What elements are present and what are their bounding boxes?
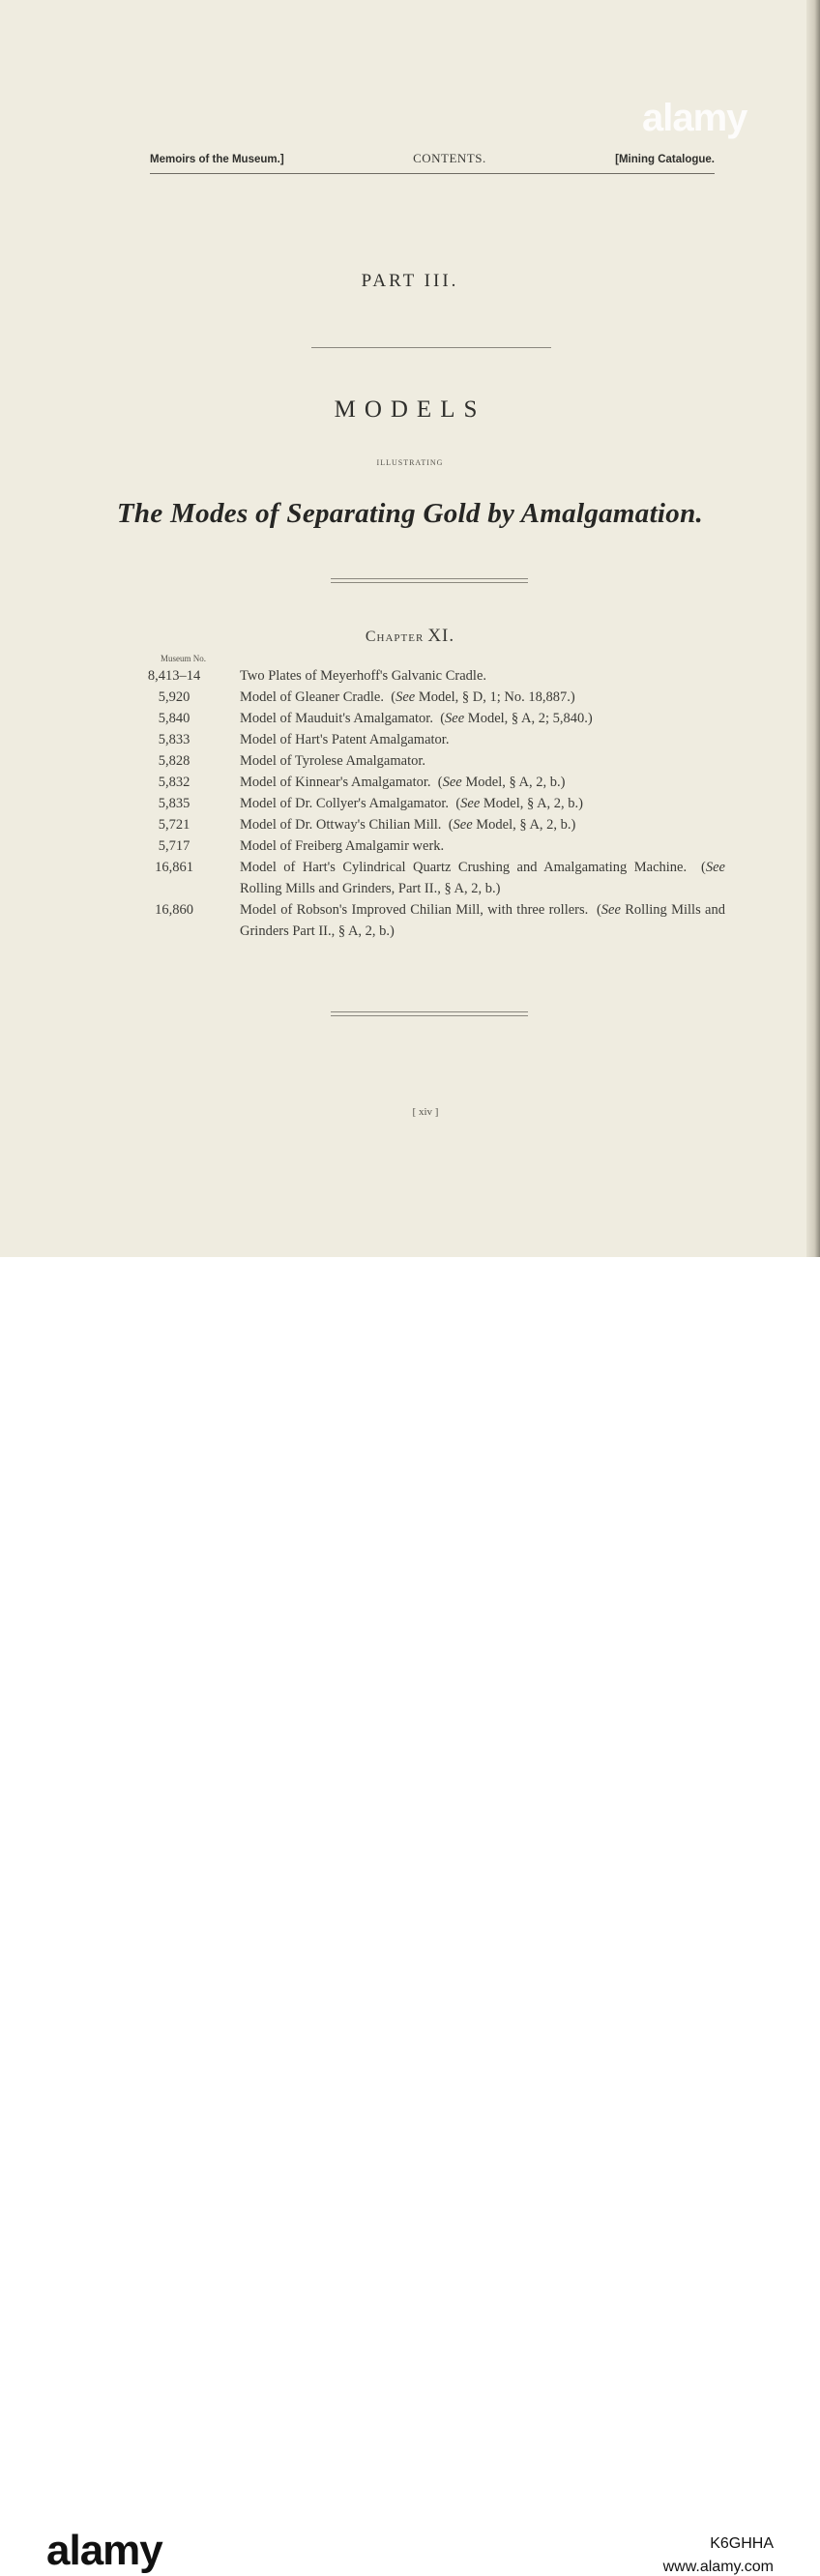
list-item bbox=[145, 708, 725, 729]
document-page bbox=[0, 0, 820, 1257]
museum-number: 8,413–14 bbox=[147, 668, 201, 684]
entry-description: Model of Mauduit's Amalgamator. (See Model, § A, 2; 5,840.) bbox=[240, 711, 593, 726]
part-title: PART III. bbox=[361, 271, 459, 291]
subtitle: The Modes of Separating Gold by Amalgamation. bbox=[116, 498, 704, 529]
list-item bbox=[145, 793, 725, 814]
chapter-title bbox=[0, 626, 820, 647]
museum-number: 5,833 bbox=[158, 732, 190, 747]
watermark-overlay-logo: alamy bbox=[642, 97, 747, 139]
entry-description: Model of Kinnear's Amalgamator. (See Model, § A, 2, b.) bbox=[240, 775, 566, 790]
watermark-image-id: K6GHHA bbox=[710, 2535, 774, 2552]
entry-description: Model of Gleaner Cradle. (See Model, § D, 1; No. 18,887.) bbox=[240, 689, 575, 705]
running-head-center: CONTENTS. bbox=[413, 151, 486, 165]
entry-description: Model of Freiberg Amalgamir werk. bbox=[240, 838, 445, 854]
museum-number: 16,860 bbox=[155, 902, 193, 918]
running-head bbox=[150, 151, 715, 166]
list-item bbox=[145, 665, 725, 687]
section-title: MODELS bbox=[334, 396, 486, 423]
entry-description: Model of Dr. Ottway's Chilian Mill. (See Model, § A, 2, b.) bbox=[240, 817, 576, 833]
entry-description: Two Plates of Meyerhoff's Galvanic Cradle. bbox=[240, 668, 487, 684]
part-rule bbox=[311, 347, 551, 348]
museum-number: 16,861 bbox=[155, 860, 193, 875]
museum-number: 5,840 bbox=[158, 711, 190, 726]
list-item bbox=[145, 687, 725, 708]
double-rule-top bbox=[331, 578, 528, 583]
chapter-number: XI. bbox=[427, 626, 455, 646]
list-item bbox=[145, 772, 725, 793]
museum-number: 5,717 bbox=[158, 838, 190, 854]
entry-description: Model of Hart's Patent Amalgamator. bbox=[240, 732, 450, 747]
museum-number: 5,835 bbox=[158, 796, 190, 811]
entry-description: Model of Dr. Collyer's Amalgamator. (See Model, § A, 2, b.) bbox=[240, 796, 584, 811]
list-item bbox=[145, 835, 725, 857]
entry-description: Model of Robson's Improved Chilian Mill, with three rollers. (See Rolling Mills and Grinders Part II., § A, 2, b.) bbox=[240, 902, 725, 939]
list-item bbox=[145, 899, 725, 942]
museum-number: 5,721 bbox=[158, 817, 190, 833]
museum-no-label: Museum No. bbox=[161, 654, 206, 663]
chapter-label: Chapter bbox=[365, 629, 425, 645]
page-folio: [ xiv ] bbox=[412, 1106, 439, 1118]
list-item bbox=[145, 750, 725, 772]
watermark-url: www.alamy.com bbox=[662, 2559, 774, 2575]
museum-number: 5,832 bbox=[158, 775, 190, 790]
museum-number: 5,920 bbox=[158, 689, 190, 705]
list-item bbox=[145, 857, 725, 899]
museum-number: 5,828 bbox=[158, 753, 190, 769]
entry-description: Model of Tyrolese Amalgamator. bbox=[240, 753, 426, 769]
watermark-logo: alamy bbox=[46, 2527, 162, 2574]
entries-list bbox=[145, 665, 725, 942]
running-head-left: Memoirs of the Museum.] bbox=[150, 154, 284, 165]
running-head-right: [Mining Catalogue. bbox=[615, 154, 715, 165]
list-item bbox=[145, 814, 725, 835]
entry-description: Model of Hart's Cylindrical Quartz Crushing and Amalgamating Machine. (See Rolling Mills and Grinders, Part II., § A, 2, b.) bbox=[240, 860, 725, 896]
double-rule-bottom bbox=[331, 1011, 528, 1016]
list-item bbox=[145, 729, 725, 750]
illustrating-label: ILLUSTRATING bbox=[376, 458, 444, 467]
header-rule bbox=[150, 173, 715, 174]
watermark-bar bbox=[0, 1257, 820, 2575]
